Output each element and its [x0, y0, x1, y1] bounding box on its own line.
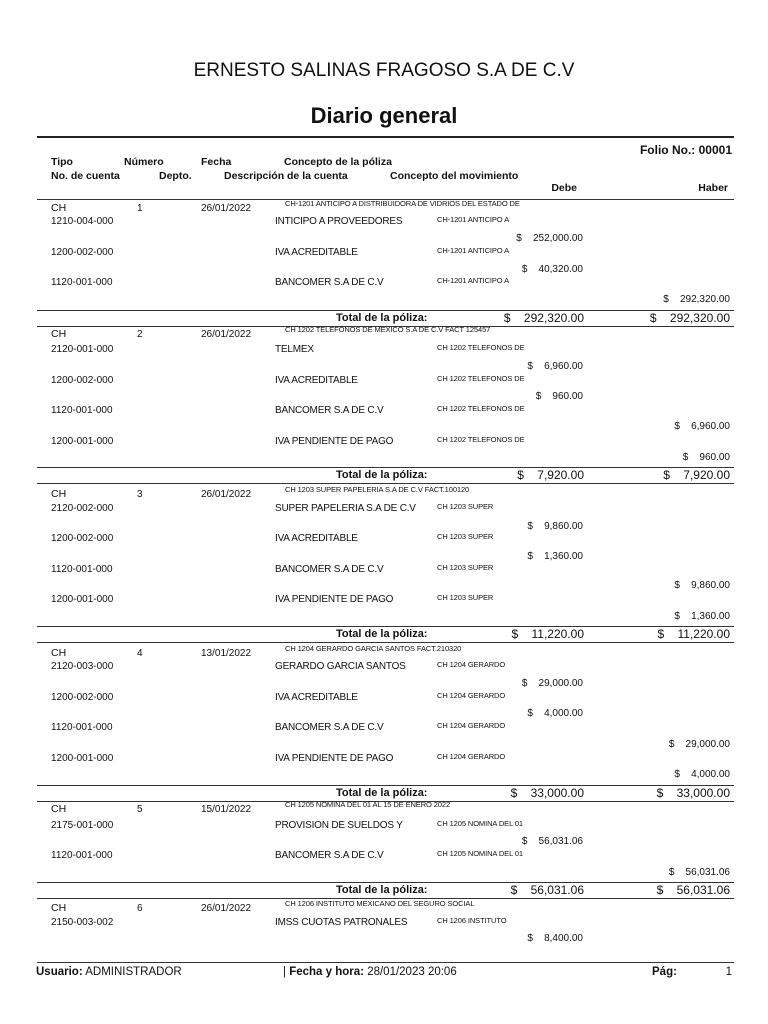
mov-descripcion: BANCOMER S.A DE C.V — [275, 277, 384, 288]
poliza-fecha: 13/01/2022 — [201, 648, 252, 659]
mov-concepto: CH-1201 ANTICIPO A — [437, 276, 509, 285]
mov-descripcion: GERARDO GARCIA SANTOS — [275, 661, 406, 672]
total-rule — [37, 467, 734, 468]
mov-concepto: CH 1205 NOMINA DEL 01 — [437, 819, 523, 828]
mov-haber: $ 4,000.00 — [674, 769, 730, 780]
poliza-fecha: 26/01/2022 — [201, 903, 252, 914]
mov-concepto: CH 1206 INSTITUTO — [437, 916, 507, 925]
poliza-concepto: CH 1206 INSTITUTO MEXICANO DEL SEGURO SOCIAL — [285, 899, 475, 908]
total-debe: $ 11,220.00 — [511, 627, 584, 641]
mov-cuenta: 1200-002-000 — [51, 533, 114, 544]
mov-cuenta: 2120-003-000 — [51, 661, 114, 672]
mov-haber: $ 1,360.00 — [674, 611, 730, 622]
mov-debe: $ 252,000.00 — [516, 233, 583, 244]
total-label: Total de la póliza: — [336, 469, 428, 481]
mov-concepto: CH 1204 GERARDO — [437, 660, 506, 669]
total-rule — [37, 882, 734, 883]
folio — [640, 143, 732, 157]
mov-cuenta: 1120-001-000 — [51, 722, 113, 733]
poliza-concepto: CH 1204 GERARDO GARCIA SANTOS FACT.210320 — [285, 644, 462, 653]
total-rule — [37, 785, 734, 786]
mov-descripcion: IVA PENDIENTE DE PAGO — [275, 753, 394, 764]
poliza-numero: 5 — [137, 804, 143, 815]
mov-debe: $ 8,400.00 — [527, 933, 583, 944]
mov-descripcion: IMSS CUOTAS PATRONALES — [275, 917, 408, 928]
total-haber: $ 33,000.00 — [656, 786, 730, 800]
mov-concepto: CH 1204 GERARDO — [437, 721, 506, 730]
total-debe: $ 292,320.00 — [503, 311, 584, 325]
total-label: Total de la póliza: — [336, 312, 428, 324]
total-haber: $ 56,031.06 — [656, 883, 730, 897]
mov-descripcion: TELMEX — [275, 344, 314, 355]
total-haber: $ 7,920.00 — [663, 468, 730, 482]
poliza-numero: 6 — [137, 903, 143, 914]
pag-label: Pág: — [652, 966, 677, 978]
mov-descripcion: BANCOMER S.A DE C.V — [275, 722, 384, 733]
poliza-fecha: 26/01/2022 — [201, 203, 252, 214]
mov-debe: $ 9,860.00 — [527, 521, 583, 532]
mov-cuenta: 2175-001-000 — [51, 820, 114, 831]
mov-descripcion: IVA ACREDITABLE — [275, 692, 358, 703]
mov-concepto: CH 1202 TELEFONOS DE — [437, 374, 525, 383]
mov-cuenta: 1120-001-000 — [51, 564, 113, 575]
poliza-tipo: CH — [51, 488, 67, 500]
col-tipo: Tipo — [51, 156, 73, 168]
poliza-tipo: CH — [51, 328, 67, 340]
col-haber: Haber — [698, 182, 728, 194]
mov-descripcion: PROVISION DE SUELDOS Y — [275, 820, 403, 831]
poliza-concepto: CH-1201 ANTICIPO A DISTRIBUIDORA DE VIDRIOS DEL ESTADO DE — [285, 199, 520, 208]
poliza-separator — [37, 483, 734, 484]
mov-cuenta: 1210-004-000 — [51, 216, 114, 227]
col-concepto-mov: Concepto del movimiento — [390, 170, 519, 182]
col-descripcion: Descripción de la cuenta — [224, 170, 348, 182]
mov-descripcion: BANCOMER S.A DE C.V — [275, 850, 384, 861]
poliza-separator — [37, 642, 734, 643]
mov-concepto: CH 1202 TELEFONOS DE — [437, 343, 525, 352]
poliza-numero: 2 — [137, 329, 143, 340]
mov-haber: $ 9,860.00 — [674, 580, 730, 591]
col-debe: Debe — [551, 182, 577, 194]
total-rule — [37, 626, 734, 627]
mov-descripcion: IVA ACREDITABLE — [275, 533, 358, 544]
poliza-numero: 1 — [137, 203, 143, 214]
mov-cuenta: 1200-001-000 — [51, 753, 114, 764]
poliza-fecha: 26/01/2022 — [201, 329, 252, 340]
company-name: ERNESTO SALINAS FRAGOSO S.A DE C.V — [193, 60, 575, 81]
total-debe: $ 7,920.00 — [517, 468, 584, 482]
col-no-cuenta: No. de cuenta — [51, 170, 120, 182]
mov-concepto: CH 1205 NOMINA DEL 01 — [437, 849, 523, 858]
mov-concepto: CH 1202 TELEFONOS DE — [437, 404, 525, 413]
mov-cuenta: 1200-001-000 — [51, 594, 114, 605]
mov-cuenta: 1120-001-000 — [51, 277, 113, 288]
col-numero: Número — [124, 156, 164, 168]
mov-debe: $ 40,320.00 — [521, 264, 583, 275]
mov-concepto: CH 1204 GERARDO — [437, 691, 506, 700]
mov-debe: $ 56,031.06 — [521, 836, 583, 847]
mov-concepto: CH-1201 ANTICIPO A — [437, 215, 509, 224]
total-debe: $ 33,000.00 — [510, 786, 584, 800]
total-debe: $ 56,031.06 — [510, 883, 584, 897]
footer-usuario — [36, 966, 182, 978]
mov-debe: $ 960.00 — [535, 391, 583, 402]
total-haber: $ 292,320.00 — [649, 311, 730, 325]
poliza-numero: 3 — [137, 489, 143, 500]
fecha-value: 28/01/2023 20:06 — [367, 966, 457, 978]
mov-descripcion: IVA PENDIENTE DE PAGO — [275, 436, 394, 447]
mov-concepto: CH 1203 SUPER — [437, 593, 494, 602]
col-fecha: Fecha — [201, 156, 232, 168]
poliza-concepto: CH 1202 TELEFONOS DE MEXICO S.A DE C.V FACT 125457 — [285, 325, 491, 334]
mov-concepto: CH 1204 GERARDO — [437, 752, 506, 761]
mov-concepto: CH 1202 TELEFONOS DE — [437, 435, 525, 444]
mov-haber: $ 960.00 — [682, 452, 730, 463]
mov-haber: $ 29,000.00 — [668, 739, 730, 750]
mov-descripcion: INTICIPO A PROVEEDORES — [275, 216, 403, 227]
poliza-fecha: 26/01/2022 — [201, 489, 252, 500]
mov-concepto: CH 1203 SUPER — [437, 532, 494, 541]
total-rule — [37, 310, 734, 311]
total-haber: $ 11,220.00 — [657, 627, 730, 641]
poliza-tipo: CH — [51, 202, 67, 214]
mov-debe: $ 29,000.00 — [521, 678, 583, 689]
folio-value: 00001 — [698, 143, 732, 157]
mov-cuenta: 1200-002-000 — [51, 375, 114, 386]
mov-haber: $ 6,960.00 — [674, 421, 730, 432]
mov-descripcion: BANCOMER S.A DE C.V — [275, 564, 384, 575]
footer-fecha — [283, 966, 457, 978]
mov-concepto: CH-1201 ANTICIPO A — [437, 246, 509, 255]
poliza-tipo: CH — [51, 902, 67, 914]
report-title: Diario general — [310, 103, 458, 128]
mov-cuenta: 1120-001-000 — [51, 850, 113, 861]
poliza-concepto: CH 1203 SUPER PAPELERIA S.A DE C.V FACT.100120 — [285, 485, 470, 494]
mov-cuenta: 1200-001-000 — [51, 436, 114, 447]
mov-cuenta: 2120-001-000 — [51, 344, 114, 355]
total-label: Total de la póliza: — [336, 628, 428, 640]
folio-label: Folio No.: — [639, 143, 696, 157]
footer-pag — [652, 966, 677, 978]
footer-rule — [37, 962, 734, 963]
poliza-concepto: CH 1205 NOMINA DEL 01 AL 15 DE ENERO 2022 — [285, 800, 451, 809]
header-top-rule — [37, 136, 734, 138]
mov-debe: $ 6,960.00 — [527, 361, 583, 372]
mov-concepto: CH 1203 SUPER — [437, 563, 494, 572]
footer-sep: | — [283, 966, 286, 978]
mov-debe: $ 4,000.00 — [527, 708, 583, 719]
total-label: Total de la póliza: — [336, 884, 428, 896]
poliza-fecha: 15/01/2022 — [201, 804, 252, 815]
pag-value: 1 — [725, 966, 732, 978]
mov-haber: $ 292,320.00 — [663, 294, 730, 305]
total-label: Total de la póliza: — [336, 787, 428, 799]
usuario-label: Usuario: — [36, 966, 83, 978]
mov-debe: $ 1,360.00 — [527, 551, 583, 562]
mov-cuenta: 1200-002-000 — [51, 247, 114, 258]
usuario-value: ADMINISTRADOR — [85, 966, 182, 978]
mov-cuenta: 1200-002-000 — [51, 692, 114, 703]
fecha-label: Fecha y hora: — [289, 966, 364, 978]
col-depto: Depto. — [159, 170, 192, 182]
mov-concepto: CH 1203 SUPER — [437, 502, 494, 511]
mov-descripcion: IVA PENDIENTE DE PAGO — [275, 594, 394, 605]
mov-descripcion: IVA ACREDITABLE — [275, 247, 358, 258]
poliza-tipo: CH — [51, 647, 67, 659]
mov-descripcion: IVA ACREDITABLE — [275, 375, 358, 386]
col-concepto-poliza: Concepto de la póliza — [284, 156, 392, 168]
mov-descripcion: SUPER PAPELERIA S.A DE C.V — [275, 503, 416, 514]
mov-cuenta: 2150-003-002 — [51, 917, 114, 928]
mov-haber: $ 56,031.06 — [668, 867, 730, 878]
mov-descripcion: BANCOMER S.A DE C.V — [275, 405, 384, 416]
mov-cuenta: 2120-002-000 — [51, 503, 114, 514]
poliza-tipo: CH — [51, 803, 67, 815]
poliza-numero: 4 — [137, 648, 143, 659]
mov-cuenta: 1120-001-000 — [51, 405, 113, 416]
